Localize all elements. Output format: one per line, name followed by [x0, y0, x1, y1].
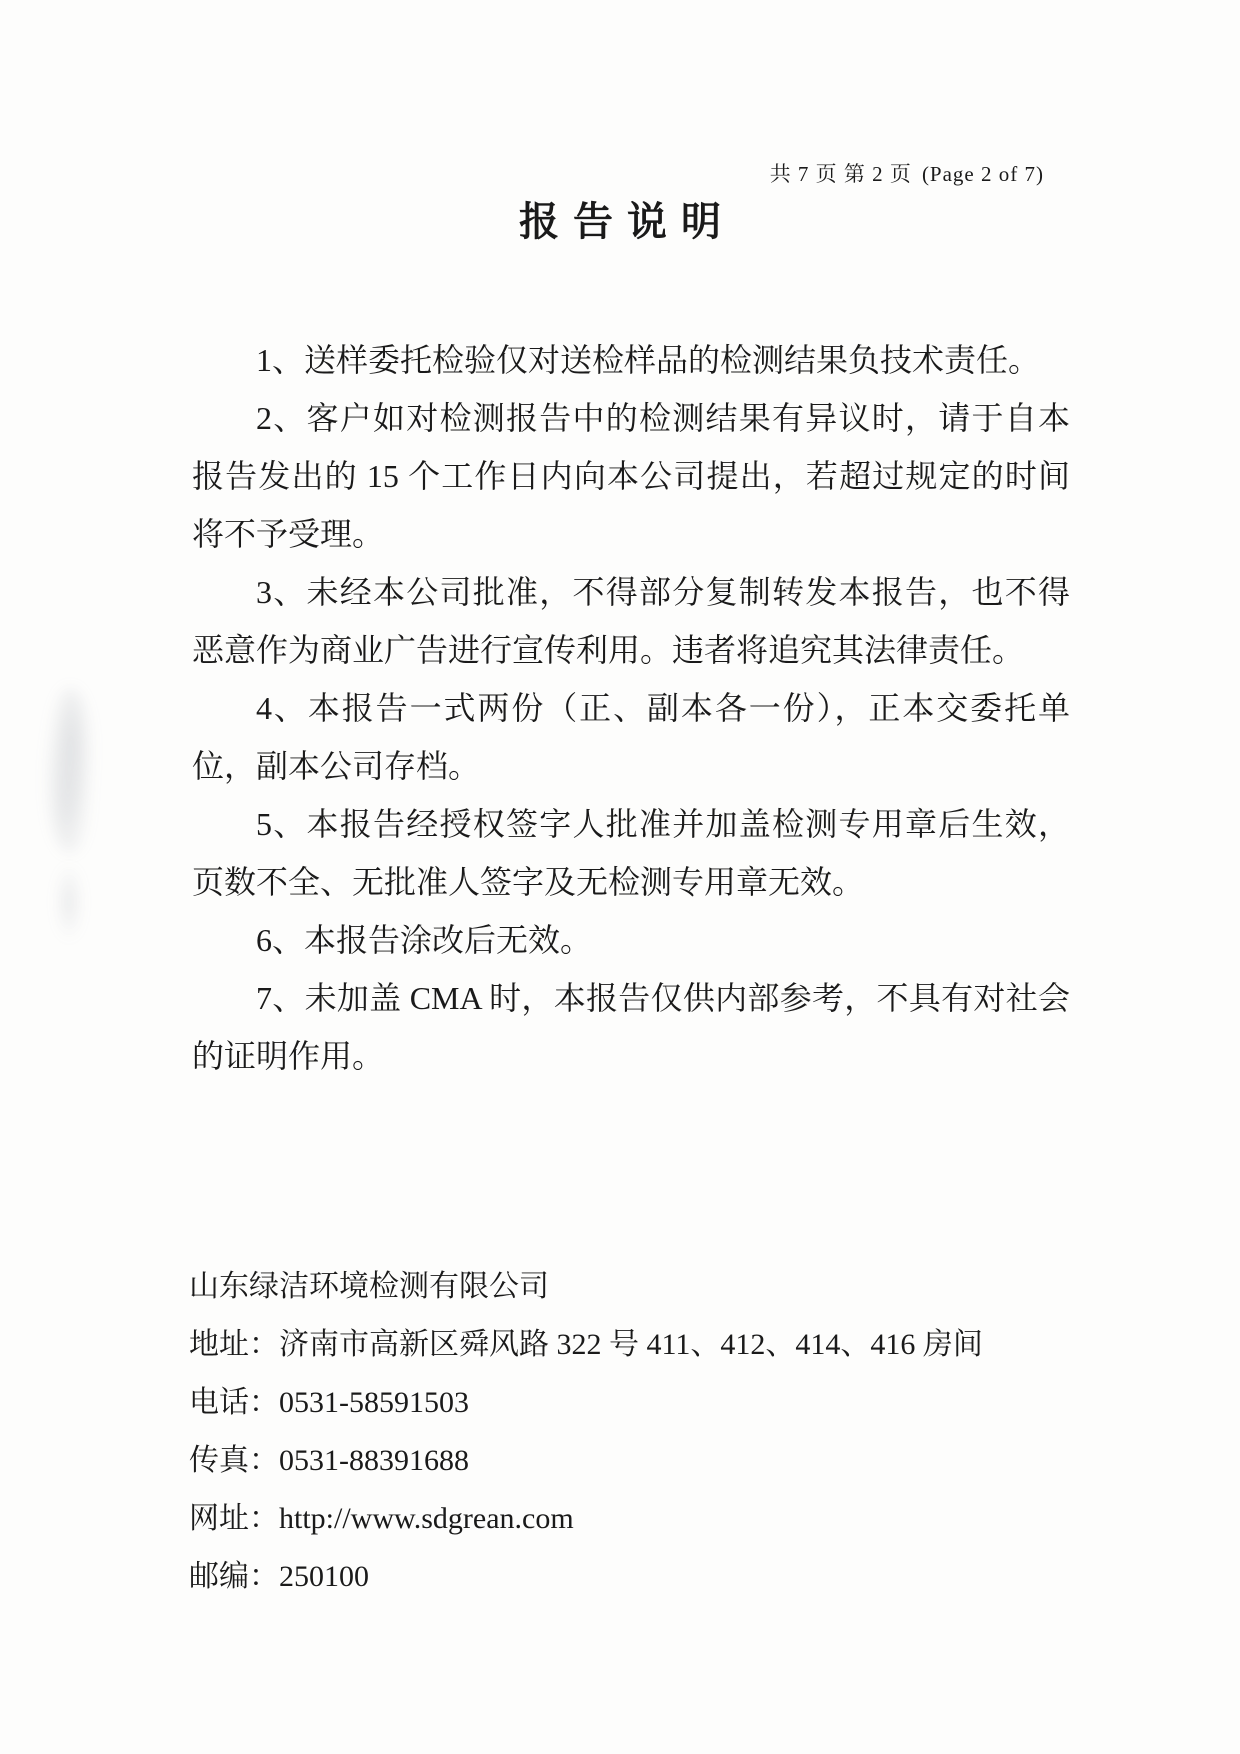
company-name: 山东绿洁环境检测有限公司	[189, 1270, 549, 1303]
note-item-3: 3、未经本公司批准，不得部分复制转发本报告，也不得恶意作为商业广告进行宣传利用。违者将追究其法律责任。	[192, 574, 1070, 668]
page-number-en: (Page 2 of 7)	[921, 162, 1044, 186]
note-item-4: 4、本报告一式两份（正、副本各一份），正本交委托单位，副本公司存档。	[192, 690, 1070, 784]
address-value: 济南市高新区舜风路 322 号 411、412、414、416 房间	[279, 1328, 983, 1361]
company-address	[189, 1316, 983, 1374]
note-item-5: 5、本报告经授权签字人批准并加盖检测专用章后生效，页数不全、无批准人签字及无检测专用章无效。	[192, 806, 1070, 900]
company-info	[189, 1258, 983, 1606]
phone-value: 0531-58591503	[279, 1386, 469, 1419]
note-item-6: 6、本报告涂改后无效。	[256, 922, 593, 958]
fax-label: 传真：	[189, 1444, 279, 1477]
postcode-value: 250100	[279, 1560, 369, 1593]
phone-label: 电话：	[189, 1386, 279, 1419]
company-fax	[189, 1432, 983, 1490]
scan-smudge	[56, 862, 82, 942]
postcode-label: 邮编：	[189, 1560, 279, 1593]
page-number-header	[770, 158, 1044, 188]
address-label: 地址：	[189, 1328, 279, 1361]
website-label: 网址：	[189, 1502, 279, 1535]
note-item-7: 7、未加盖 CMA 时，本报告仅供内部参考，不具有对社会的证明作用。	[192, 980, 1070, 1074]
scan-smudge	[46, 688, 94, 853]
fax-value: 0531-88391688	[279, 1444, 469, 1477]
website-value: http://www.sdgrean.com	[279, 1502, 574, 1535]
doc-title: 报告说明	[519, 199, 735, 244]
note-item-1: 1、送样委托检验仅对送检样品的检测结果负技术责任。	[256, 342, 1041, 378]
company-phone	[189, 1374, 983, 1432]
report-notes	[192, 331, 1070, 1085]
company-website	[189, 1490, 983, 1548]
company-postcode	[189, 1548, 983, 1606]
page-number-cn: 共 7 页 第 2 页	[769, 162, 912, 186]
note-item-2: 2、客户如对检测报告中的检测结果有异议时，请于自本报告发出的 15 个工作日内向本公司提出，若超过规定的时间将不予受理。	[192, 400, 1070, 552]
